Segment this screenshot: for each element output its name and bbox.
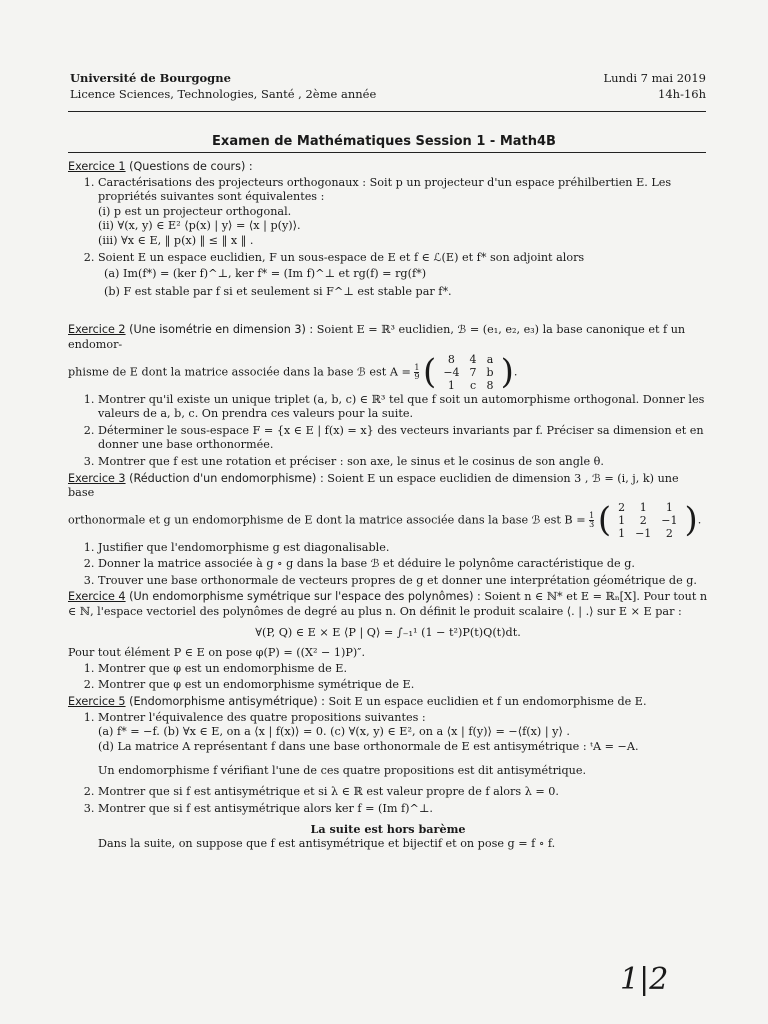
exercise-2-matrix-line: phisme de E dont la matrice associée dans la base ℬ est A = $\frac{1}{9}$ ( 8 4 a −4 7 b 1 c 8 ) . xyxy=(68,352,518,393)
exercise-4-question-1: 1. Montrer que φ est un endomorphisme de E. xyxy=(98,662,708,677)
exercise-5 xyxy=(68,695,708,816)
phi-definition: Pour tout élément P ∈ E on pose φ(P) = ((X² − 1)P)″. xyxy=(68,646,366,660)
exercise-1-question-2 xyxy=(98,251,708,300)
ex5-q1-text: Montrer l'équivalence des quatre propositions suivantes : xyxy=(98,710,426,724)
matrix-cell: −1 xyxy=(635,526,652,540)
exercise-2-question-1: 1. Montrer qu'il existe un unique triplet (a, b, c) ∈ ℝ³ tel que f soit un automorphisme orthogonal. Donner les valeurs de a, b, c. On prendra ces valeurs pour la suite. xyxy=(98,393,708,422)
ex1-q1-item-iii: (iii) ∀x ∈ E, ‖ p(x) ‖ ≤ ‖ x ‖ . xyxy=(98,233,254,247)
matrix-b: ( 2 1 1 1 2 −1 1 −1 2 ) xyxy=(597,500,698,541)
exercise-2-question-2: 2. Déterminer le sous-espace F = {x ∈ E | f(x) = x} des vecteurs invariants par f. Préciser sa dimension et en donner une base orthonormée. xyxy=(98,424,708,453)
fraction-numerator: 1 xyxy=(589,510,595,520)
matrix-cell: 2 xyxy=(618,500,626,514)
exercise-5-intro-text: Soit E un espace euclidien et f un endomorphisme de E. xyxy=(324,695,647,709)
matrix-cell: a xyxy=(486,352,494,366)
matrix-cell: 8 xyxy=(447,352,455,366)
exercise-1-heading xyxy=(68,160,708,175)
ex1-q1-text: Caractérisations des projecteurs orthogonaux : Soit p un projecteur d'un espace préhilbertien E. Les propriétés suivantes sont équivalentes : xyxy=(98,175,672,204)
exercise-2 xyxy=(68,323,708,469)
matrix-a: ( 8 4 a −4 7 b 1 c 8 ) xyxy=(423,352,514,393)
exercise-3 xyxy=(68,472,708,589)
exercise-3-question-1: 1. Justifier que l'endomorphisme g est diagonalisable. xyxy=(98,541,708,556)
matrix-cell: b xyxy=(486,365,494,379)
inner-product-formula: ∀(P, Q) ∈ E × E ⟨P | Q⟩ = ∫₋₁¹ (1 − t²)P(t)Q(t)dt. xyxy=(255,625,521,639)
ex5-q1-items-abc: (a) f* = −f. (b) ∀x ∈ E, on a ⟨x | f(x)⟩ = 0. (c) ∀(x, y) ∈ E², on a ⟨x | f(y)⟩ = −⟨f(x) | y⟩ . xyxy=(98,725,570,739)
suite-title: La suite est hors barème xyxy=(310,822,466,837)
matrix-cell: −1 xyxy=(661,513,678,527)
antisymmetric-definition: Un endomorphisme f vérifiant l'une de ces quatre propositions est dit antisymétrique. xyxy=(98,764,587,778)
ex1-q2-item-a: (a) Im(f*) = (ker f)^⊥, ker f* = (Im f)^⊥ et rg(f) = rg(f*) xyxy=(104,267,427,281)
exercise-5-intro xyxy=(68,695,708,710)
exam-title: Examen de Mathématiques Session 1 - Math4B xyxy=(212,134,556,149)
matrix-cell: 1 xyxy=(639,500,647,514)
matrix-cell: 2 xyxy=(665,526,673,540)
exercise-4 xyxy=(68,590,708,693)
exam-date: Lundi 7 mai 2019 xyxy=(603,71,706,85)
exercise-2-intro xyxy=(68,323,708,352)
matrix-cell: 1 xyxy=(618,526,626,540)
university-name: Université de Bourgogne xyxy=(70,71,231,85)
fraction-denominator: 3 xyxy=(589,519,595,529)
matrix-cell: 7 xyxy=(469,365,477,379)
exercise-3-question-3: 3. Trouver une base orthonormale de vecteurs propres de g et donner une interprétation géométrique de g. xyxy=(98,574,708,589)
exercise-4-question-2: 2. Montrer que φ est un endomorphisme symétrique de E. xyxy=(98,678,708,693)
exercise-4-number: Exercice 4 xyxy=(68,590,126,604)
matrix-cell: c xyxy=(469,378,477,392)
exercise-3-question-2: 2. Donner la matrice associée à g ∘ g dans la base ℬ et déduire le polynôme caractéristique de g. xyxy=(98,557,708,572)
suite-text: Dans la suite, on suppose que f est antisymétrique et bijectif et on pose g = f ∘ f. xyxy=(98,836,556,850)
exercise-4-topic: (Un endomorphisme symétrique sur l'espace des polynômes) : xyxy=(125,590,481,604)
matrix-cell: 8 xyxy=(486,378,494,392)
matrix-cell: 1 xyxy=(618,513,626,527)
exercise-5-number: Exercice 5 xyxy=(68,695,126,709)
exercise-5-question-3: 3. Montrer que si f est antisymétrique alors ker f = (Im f)^⊥. xyxy=(98,802,708,817)
exam-time: 14h-16h xyxy=(658,87,706,101)
exercise-1-question-1 xyxy=(98,176,708,249)
exercise-2-number: Exercice 2 xyxy=(68,323,126,337)
header-left xyxy=(70,70,376,102)
page-number: 1|2 xyxy=(620,962,669,997)
exercise-3-topic: (Réduction d'un endomorphisme) : xyxy=(125,471,324,485)
matrix-cell: 1 xyxy=(665,500,673,514)
exercise-5-question-2: 2. Montrer que si f est antisymétrique et si λ ∈ ℝ est valeur propre de f alors λ = 0. xyxy=(98,785,708,800)
exercise-5-question-1 xyxy=(98,711,708,755)
exercise-1-topic: (Questions de cours) : xyxy=(125,160,253,173)
exercise-3-matrix-line: orthonormale et g un endomorphisme de E dont la matrice associée dans la base ℬ est B = $\frac{1}{3}$ ( 2 1 1 1 2 −1 1 −1 2 ) . xyxy=(68,500,702,541)
fraction-numerator: 1 xyxy=(414,362,420,372)
exercise-2-topic: (Une isométrie en dimension 3) : xyxy=(125,323,314,337)
matrix-a-fraction xyxy=(414,364,419,381)
exercise-1 xyxy=(68,160,708,299)
ex5-q1-item-d: (d) La matrice A représentant f dans une base orthonormale de E est antisymétrique : ᵗA = −A. xyxy=(98,739,639,753)
matrix-cell: 2 xyxy=(639,513,647,527)
matrix-cell: −4 xyxy=(443,365,460,379)
exercise-5-topic: (Endomorphisme antisymétrique) : xyxy=(125,695,325,709)
exercise-3-intro xyxy=(68,472,708,501)
program-name: Licence Sciences, Technologies, Santé , 2ème année xyxy=(70,87,377,101)
exercise-3-intro-text: Soient E un espace euclidien de dimension 3 , ℬ = (i, j, k) une base xyxy=(68,471,679,500)
exercise-2-intro-text: Soient E = ℝ³ euclidien, ℬ = (e₁, e₂, e₃) la base canonique et f un endomor- xyxy=(68,323,686,351)
exam-body xyxy=(68,160,708,851)
ex1-q1-item-ii: (ii) ∀(x, y) ∈ E² ⟨p(x) | y⟩ = ⟨x | p(y)⟩. xyxy=(98,219,301,233)
header-rule-top xyxy=(68,111,706,112)
ex1-q2-text: Soient E un espace euclidien, F un sous-espace de E et f ∈ ℒ(E) et f* son adjoint alors xyxy=(98,250,585,264)
header-rule-bottom xyxy=(68,152,706,153)
exercise-3-intro-text-2: orthonormale et g un endomorphisme de E dont la matrice associée dans la base ℬ est B = xyxy=(68,513,586,527)
fraction-denominator: 9 xyxy=(414,371,420,381)
exercise-4-intro-text: Soient n ∈ ℕ* et E = ℝₙ[X]. Pour tout n ∈ ℕ, l'espace vectoriel des polynômes de degré au plus n. On définit le produit scalaire ⟨. | .⟩ sur E × E par : xyxy=(68,590,708,619)
exercise-4-intro xyxy=(68,590,708,619)
exercise-3-number: Exercice 3 xyxy=(68,471,126,485)
matrix-b-fraction xyxy=(589,512,594,529)
matrix-cell: 1 xyxy=(447,378,455,392)
exercise-1-number: Exercice 1 xyxy=(68,160,126,173)
exercise-2-intro-text-2: phisme de E dont la matrice associée dans la base ℬ est A = xyxy=(68,365,411,379)
ex1-q2-item-b: (b) F est stable par f si et seulement si F^⊥ est stable par f*. xyxy=(104,284,452,298)
header-right xyxy=(604,70,706,102)
ex1-q1-item-i: (i) p est un projecteur orthogonal. xyxy=(98,204,292,218)
matrix-cell: 4 xyxy=(469,352,477,366)
exercise-2-question-3: 3. Montrer que f est une rotation et préciser : son axe, le sinus et le cosinus de son angle θ. xyxy=(98,455,708,470)
